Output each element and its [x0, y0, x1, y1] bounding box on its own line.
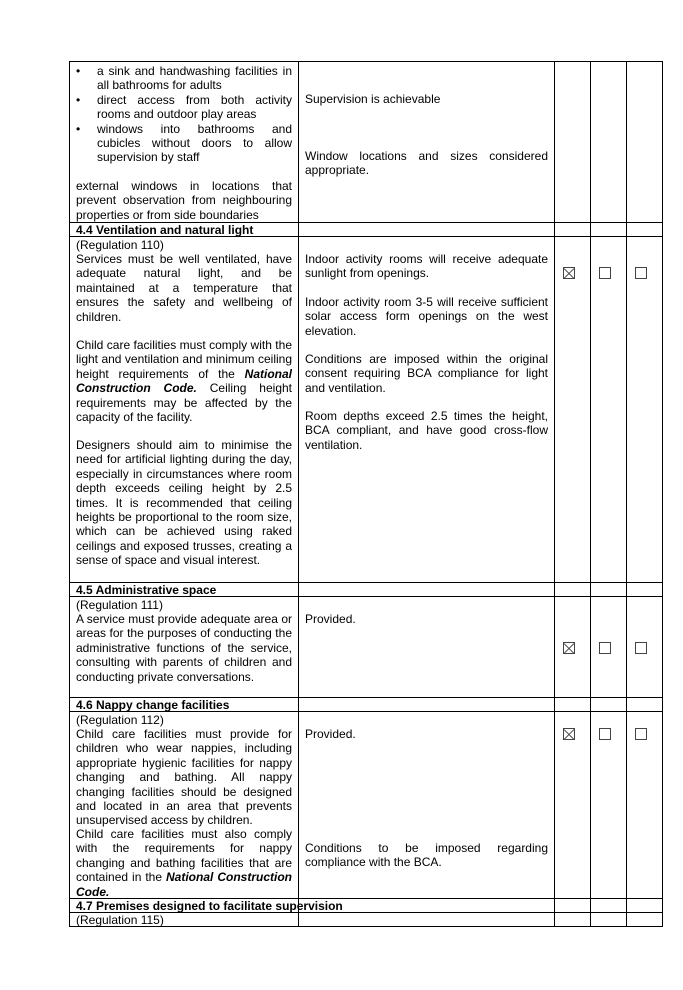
compliance-checkbox-na[interactable] [635, 728, 647, 740]
requirement-text: Child care facilities must also comply with the requirements for nappy changing and bathing facilities that are contained in the National Construction Code. [76, 827, 292, 899]
compliance-checkbox-no[interactable] [599, 267, 611, 279]
column-divider [554, 62, 555, 926]
regulation-ref: (Regulation 110) [76, 238, 164, 252]
regulation-ref: (Regulation 115) [76, 913, 164, 927]
response-text: Window locations and sizes considered appropriate. [305, 149, 548, 178]
response-text: Provided. [305, 612, 356, 626]
compliance-checkbox-no[interactable] [599, 642, 611, 654]
requirement-text: Child care facilities must provide for children who wear nappies, including appropriate hygienic facilities for nappy changing and bathing. All nappy changing facilities should be designed and located in an area that prevents unsupervised access by children. [76, 727, 292, 828]
requirement-text: Child care facilities must comply with the light and ventilation and minimum ceiling height requirements of the National Construction Code. Ceiling height requirements may be affected by the capacity of the facility. [76, 338, 292, 425]
compliance-table [69, 61, 663, 927]
requirement-text: external windows in locations that prevent observation from neighbouring properties or from side boundaries [76, 179, 292, 222]
compliance-checkbox-yes[interactable] [563, 642, 575, 654]
compliance-checkbox-yes[interactable] [563, 267, 575, 279]
compliance-checkbox-na[interactable] [635, 267, 647, 279]
compliance-checkbox-yes[interactable] [563, 728, 575, 740]
list-item: • windows into bathrooms and cubicles without doors to allow supervision by staff [74, 122, 292, 165]
response-text: Conditions to be imposed regarding compliance with the BCA. [305, 841, 548, 870]
response-text: Indoor activity room 3-5 will receive sufficient solar access form openings on the west elevation. [305, 295, 548, 338]
section-heading: 4.7 Premises designed to facilitate supervision [76, 899, 343, 913]
response-text: Indoor activity rooms will receive adequate sunlight from openings. [305, 252, 548, 281]
requirement-text: Designers should aim to minimise the need for artificial lighting during the day, especially in circumstances where room depth exceeds ceiling height by 2.5 times. It is recommended that ceiling heights be proportional to the room size, which can be achieved using raked ceilings and exposed trusses, creating a sense of space and visual interest. [76, 438, 292, 568]
column-divider [298, 62, 299, 926]
regulation-ref: (Regulation 111) [76, 598, 163, 612]
list-item: • direct access from both activity rooms and outdoor play areas [74, 93, 292, 122]
section-heading: 4.5 Administrative space [76, 583, 217, 597]
response-text: Supervision is achievable [305, 92, 441, 106]
response-text: Room depths exceed 2.5 times the height, BCA compliant, and have good cross-flow ventilation. [305, 409, 548, 452]
column-divider [626, 62, 627, 926]
requirement-text: Services must be well ventilated, have adequate natural light, and be maintained at a temperature that ensures the safety and wellbeing of children. [76, 252, 292, 324]
section-heading: 4.4 Ventilation and natural light [76, 223, 254, 237]
regulation-ref: (Regulation 112) [76, 713, 164, 727]
column-divider [590, 62, 591, 926]
compliance-checkbox-no[interactable] [599, 728, 611, 740]
section-heading: 4.6 Nappy change facilities [76, 698, 230, 712]
response-text: Provided. [305, 727, 356, 741]
list-item: • a sink and handwashing facilities in all bathrooms for adults [74, 64, 292, 93]
compliance-checkbox-na[interactable] [635, 642, 647, 654]
response-text: Conditions are imposed within the original consent requiring BCA compliance for light and ventilation. [305, 352, 548, 395]
requirement-text: A service must provide adequate area or areas for the purposes of conducting the administrative functions of the service, consulting with parents of children and conducting private conversations. [76, 612, 292, 684]
requirement-bullet-list [74, 64, 292, 165]
